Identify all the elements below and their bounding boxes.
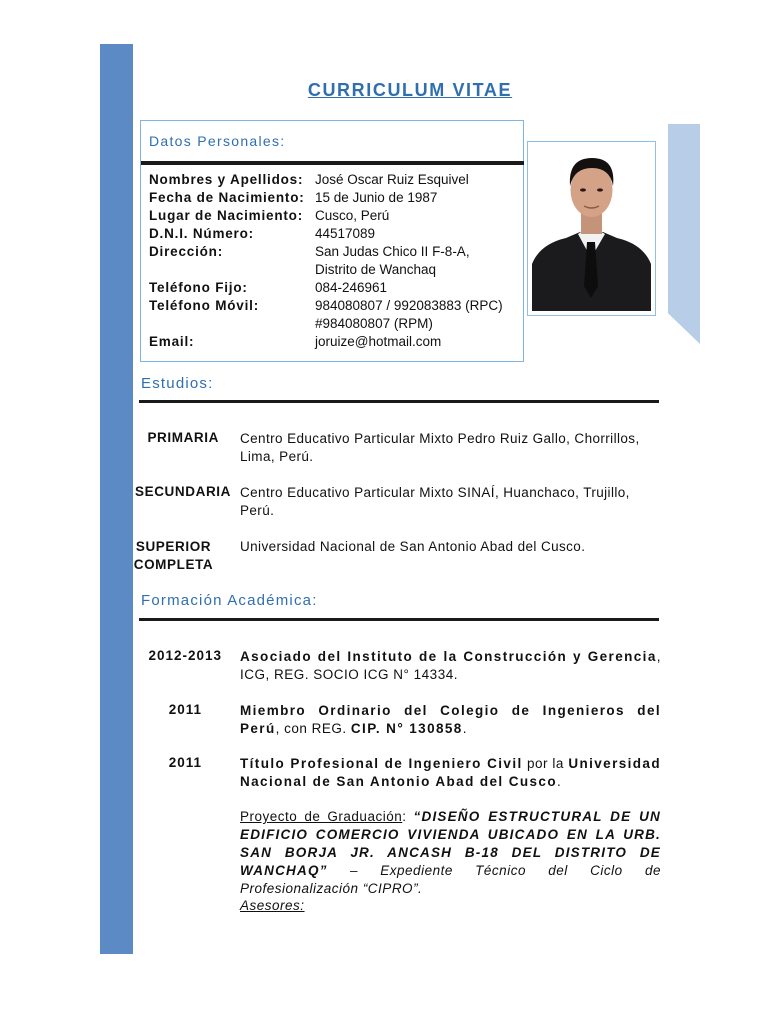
project-title: “DISEÑO ESTRUCTURAL DE UN EDIFICIO COMERCIO VIVIENDA UBICADO EN LA URB. SAN BORJA JR. ANCASH B-18 DEL DISTRITO DE WANCHAQ” — [240, 809, 661, 878]
profile-photo — [532, 146, 651, 311]
entry-text: . — [462, 721, 467, 736]
study-level-higher: SUPERIOR COMPLETA — [133, 539, 214, 572]
row-value: Cusco, Perú — [315, 208, 390, 223]
row-label: Nombres y Apellidos: — [149, 172, 304, 187]
study-level-primary: PRIMARIA — [147, 430, 219, 445]
left-accent-bar — [100, 44, 133, 954]
entry-bold: CIP. N° 130858 — [350, 721, 463, 736]
entry-text: por la — [522, 756, 569, 771]
row-label: Email: — [149, 334, 195, 349]
personal-data-box — [140, 120, 524, 362]
studies-heading: Estudios: — [141, 375, 214, 392]
row-value: 084-246961 — [315, 280, 388, 295]
entry-year: 2012-2013 — [148, 648, 222, 663]
entry-text: , con REG. — [275, 721, 351, 736]
advisors-label — [240, 897, 661, 915]
row-label: Dirección: — [149, 244, 224, 259]
row-value: 44517089 — [315, 226, 376, 241]
entry-year: 2011 — [168, 755, 202, 770]
academic-heading: Formación Académica: — [141, 592, 318, 609]
document-title: CURRICULUM VITAE — [307, 80, 513, 100]
academic-entry — [240, 648, 661, 684]
study-primary-text: Centro Educativo Particular Mixto Pedro Ruiz Gallo, Chorrillos, Lima, Perú. — [240, 431, 640, 464]
row-value: Distrito de Wanchaq — [315, 262, 437, 277]
row-label: Fecha de Nacimiento: — [149, 190, 305, 205]
entry-bold: Título Profesional de Ingeniero Civil — [240, 756, 523, 771]
personal-data-heading: Datos Personales: — [149, 133, 286, 149]
academic-rule — [139, 618, 659, 621]
row-label: Lugar de Nacimiento: — [149, 208, 304, 223]
entry-text: . — [556, 774, 562, 789]
right-accent-tab — [668, 124, 700, 344]
entry-bold: Asociado del Instituto de la Construcción y Gerencia — [240, 649, 657, 664]
row-value: San Judas Chico II F-8-A, — [315, 244, 470, 259]
personal-data-rule — [141, 161, 524, 165]
row-label: D.N.I. Número: — [149, 226, 254, 241]
row-label: Teléfono Fijo: — [149, 280, 248, 295]
profile-photo-frame — [527, 141, 656, 316]
row-value: joruize@hotmail.com — [315, 334, 442, 349]
project-label: Proyecto de Graduación — [240, 809, 403, 824]
studies-rule — [139, 400, 659, 403]
project-description: – Expediente Técnico del Ciclo de Profesionalización “CIPRO”. — [240, 863, 661, 896]
entry-bold: Universidad Nacional de San Antonio Abad del Cusco — [240, 756, 661, 789]
advisors-text: Asesores: — [240, 898, 305, 913]
study-higher-text: Universidad Nacional de San Antonio Abad del Cusco. — [240, 539, 586, 554]
entry-text: , ICG, REG. SOCIO ICG N° 14334. — [240, 649, 661, 682]
entry-year: 2011 — [168, 702, 202, 717]
row-label: Teléfono Móvil: — [149, 298, 259, 313]
study-level-secondary: SECUNDARIA — [135, 484, 232, 499]
academic-entry — [240, 755, 661, 791]
academic-entry — [240, 702, 661, 738]
person-portrait-icon — [532, 146, 651, 311]
study-secondary-text: Centro Educativo Particular Mixto SINAÍ, Huanchaco, Trujillo, Perú. — [240, 485, 630, 518]
row-value: 984080807 / 992083883 (RPC) — [315, 298, 503, 313]
row-value: José Oscar Ruiz Esquivel — [315, 172, 469, 187]
row-value: 15 de Junio de 1987 — [315, 190, 438, 205]
project-separator: : — [402, 809, 414, 824]
graduation-project — [240, 808, 661, 898]
row-value: #984080807 (RPM) — [315, 316, 433, 331]
entry-bold: Miembro Ordinario del Colegio de Ingenieros del Perú — [240, 703, 661, 736]
